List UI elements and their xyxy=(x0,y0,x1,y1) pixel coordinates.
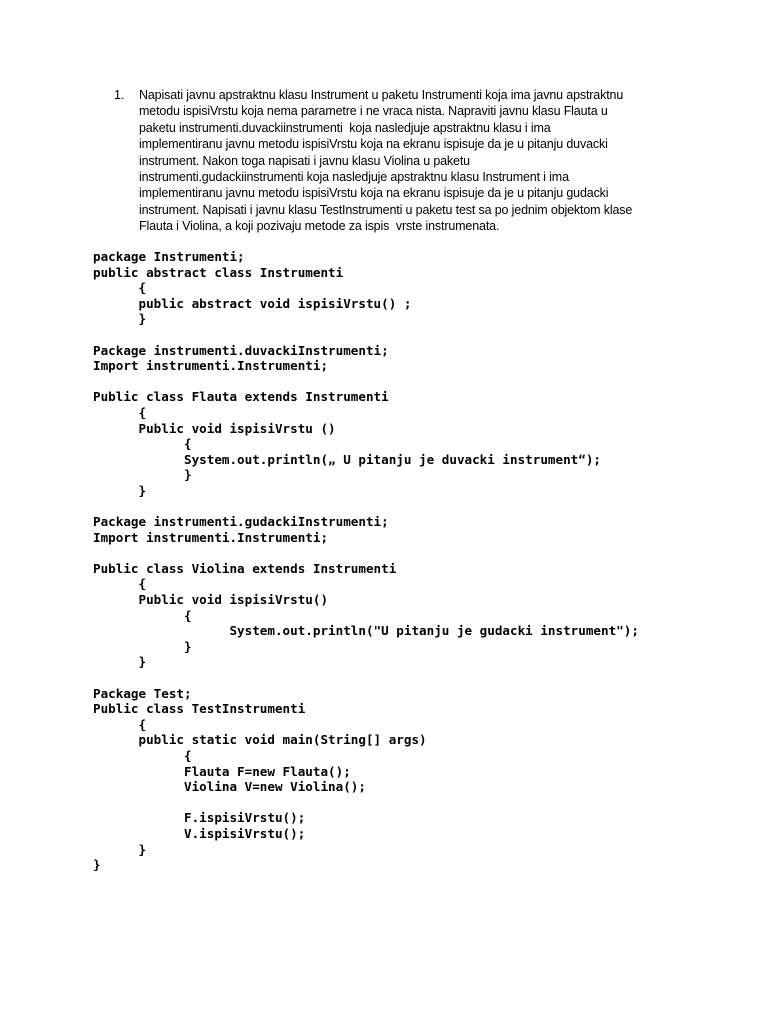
code-line: F.ispisiVrstu(); xyxy=(93,810,306,826)
task-item xyxy=(114,87,694,235)
code-line: { xyxy=(93,404,147,420)
code-line: { xyxy=(93,607,192,623)
task-description xyxy=(139,87,694,235)
code-line xyxy=(93,795,733,811)
code-line: Public void ispisiVrstu() xyxy=(93,592,329,608)
code-line: } xyxy=(93,482,147,498)
task-line: Napisati javnu apstraktnu klasu Instrument u paketu Instrumenti koja ima javnu apstraktnu xyxy=(139,88,624,102)
code-line xyxy=(93,499,733,515)
code-line: System.out.println(„ U pitanju je duvacki instrument“); xyxy=(93,451,601,467)
code-line: Package instrumenti.duvackiInstrumenti; xyxy=(93,342,389,358)
code-line xyxy=(93,374,733,390)
code-line: public static void main(String[] args) xyxy=(93,732,427,748)
code-line: Package Test; xyxy=(93,685,192,701)
code-line xyxy=(93,327,733,343)
code-line: Flauta F=new Flauta(); xyxy=(93,763,351,779)
code-line: Import instrumenti.Instrumenti; xyxy=(93,529,329,545)
code-line: V.ispisiVrstu(); xyxy=(93,825,306,841)
code-line: Package instrumenti.gudackiInstrumenti; xyxy=(93,514,389,530)
task-line: implementiranu javnu metodu ispisiVrstu koja na ekranu ispisuje da je u pitanju gudacki xyxy=(139,186,609,201)
task-line: paketu instrumenti.duvackiinstrumenti koja nasledjuje apstraktnu klasu i ima xyxy=(139,120,551,135)
task-line: metodu ispisiVrstu koja nema parametre i ne vraca nista. Napraviti javnu klasu Flauta u xyxy=(139,104,608,119)
task-line: instrument. Nakon toga napisati i javnu klasu Violina u paketu xyxy=(139,153,470,168)
task-line: implementiranu javnu metodu ispisiVrstu koja na ekranu ispisuje da je u pitanju duvacki xyxy=(139,137,608,152)
code-line: } xyxy=(93,841,147,857)
code-line: Public class Violina extends Instrumenti xyxy=(93,560,397,576)
code-line: } xyxy=(93,638,192,654)
code-line xyxy=(93,545,733,561)
code-line: Import instrumenti.Instrumenti; xyxy=(93,358,329,374)
code-line: Public class Flauta extends Instrumenti xyxy=(93,389,389,405)
code-line xyxy=(93,670,733,686)
code-listing xyxy=(93,249,733,873)
code-line: Violina V=new Violina(); xyxy=(93,779,366,795)
code-line: } xyxy=(93,857,101,873)
task-line: instrument. Napisati i javnu klasu TestInstrumenti u paketu test sa po jednim objektom klase xyxy=(139,202,633,217)
code-line: } xyxy=(93,654,147,670)
code-line: public abstract void ispisiVrstu() ; xyxy=(93,295,412,311)
code-line: public abstract class Instrumenti xyxy=(93,264,344,280)
code-line: { xyxy=(93,280,147,296)
task-line: Flauta i Violina, a koji pozivaju metode za ispis vrste instrumenata. xyxy=(139,219,500,234)
code-line: Public class TestInstrumenti xyxy=(93,701,306,717)
code-line: package Instrumenti; xyxy=(93,249,245,264)
code-line: { xyxy=(93,576,147,592)
code-line: System.out.println("U pitanju je gudacki instrument"); xyxy=(93,623,639,639)
code-line: } xyxy=(93,467,192,483)
code-line: { xyxy=(93,748,192,763)
code-line: { xyxy=(93,716,147,732)
code-line: { xyxy=(93,436,192,452)
task-number: 1. xyxy=(114,88,125,102)
task-line: instrumenti.gudackiinstrumenti koja nasledjuje apstraktnu klasu Instrument i ima xyxy=(139,170,569,185)
code-line: Public void ispisiVrstu () xyxy=(93,420,336,436)
code-line: } xyxy=(93,311,147,327)
